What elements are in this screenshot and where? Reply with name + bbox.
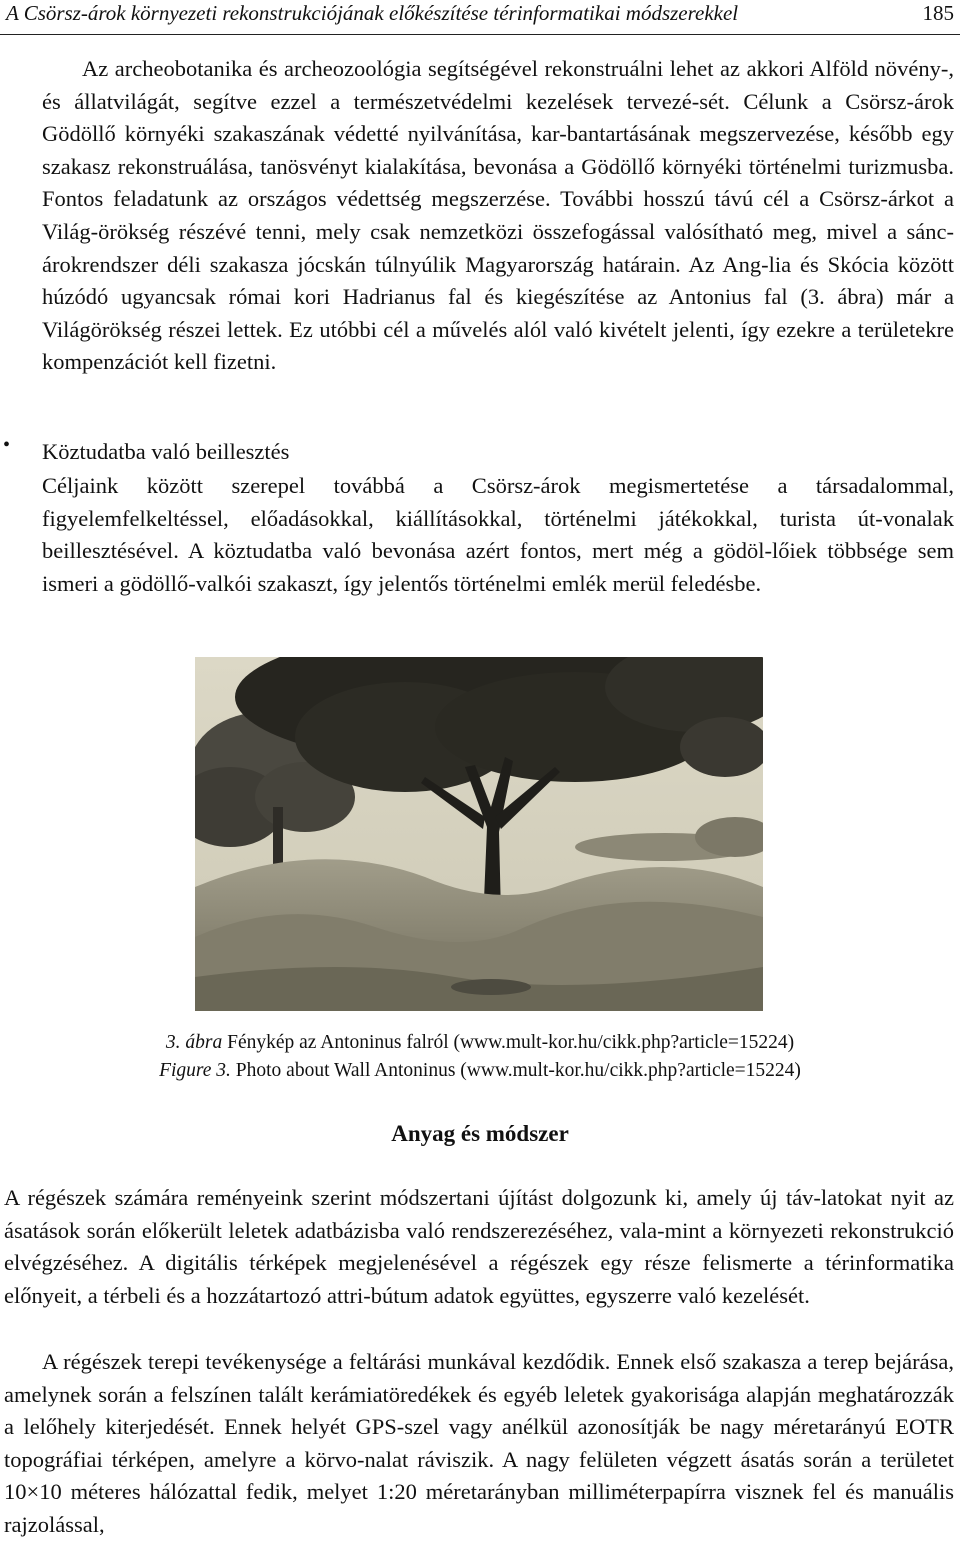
section-paragraph-2: A régészek terepi tevékenysége a feltárási munkával kezdődik. Ennek első szakasza a terep bejárása, amelynek során a felszínen talált kerámiatöredékek és egyéb leletek gyakorisága alapján meghatározzák a lelőhely kiterjedését. Ennek helyét GPS-szel vagy anélkül azonosítják be nagy méretarányú EOTR topográfiai térképen, amelyre a körvo-nalat ráviszik. A nagy felületen végzett ásatás során a területet 10×10 méteres hálózattal fedik, melyet 1:20 méretarányban milliméterpapírra visznek fel és manuális rajzolással, — [4, 1349, 954, 1537]
figure-caption-hu-label: 3. ábra — [165, 1032, 223, 1053]
figure-caption-hu-text: Fénykép az Antoninus falról (www.mult-kor.hu/cikk.php?article=15224) — [222, 1032, 795, 1053]
running-header — [0, 0, 960, 35]
bullet-paragraph: Céljaink között szerepel továbbá a Csörsz-árok megismertetése a társadalommal, figyelemfelkeltéssel, előadásokkal, kiállításokkal, történelmi játékokkal, turista út-vonalak beillesztésével. A köztudatba való bevonása azért fontos, mert még a gödöl-lőiek többsége sem ismeri a gödöllő-valkói szakaszt, így jelentős történelmi emlék merül feledésbe. — [42, 473, 954, 596]
figure-caption-en — [0, 1058, 960, 1084]
section-heading: Anyag és módszer — [391, 1121, 569, 1146]
photo-illustration — [195, 657, 763, 1011]
section-paragraph-1: A régészek számára reményeink szerint módszertani újítást dolgozunk ki, amely új táv-latokat nyit az ásatások során előkerült leletek adatbázisba való rendszerezéséhez, vala-mint a környezeti rekonstrukció elvégzéséhez. A digitális térképek megjelenésével a régészek egy része felismerte a térinformatika előnyeit, a térbeli és a hozzátartozó attri-bútum adatok együttes, egyszerre való kezelését. — [4, 1185, 954, 1308]
page-number: 185 — [922, 1, 954, 25]
running-title: A Csörsz-árok környezeti rekonstrukciójának előkészítése térinformatikai módszerekkel — [6, 1, 739, 25]
bullet-heading: Köztudatba való beillesztés — [42, 439, 290, 464]
figure-caption-en-text: Photo about Wall Antoninus (www.mult-kor.hu/cikk.php?article=15224) — [230, 1060, 801, 1081]
antoninus-wall-photo — [195, 657, 763, 1011]
bullet-icon: • — [3, 434, 11, 456]
figure-caption-en-label: Figure 3. — [159, 1060, 231, 1081]
body-paragraph-1: Az archeobotanika és archeozoológia segítségével rekonstruálni lehet az akkori Alföld növény-, és állatvilágát, segítve ezzel a természetvédelmi kezelések tervezé-sét. Célunk a Csörsz-árok Gödöllő környéki szakaszának védetté nyilvánítása, kar-bantartásának megszervezése, később egy szakasz rekonstruálása, tanösvényt kialakítása, bevonása a Gödöllő környéki történelmi turizmusba. Fontos feladatunk az országos védettség megszerzése. További hosszú távú cél a Csörsz-árkot a Világ-örökség részévé tenni, mely csak nemzetközi összefogással valósítható meg, mivel a sánc- árokrendszer déli szakasza jócskán túlnyúlik Magyarország határain. Az Ang-lia és Skócia között húzódó ugyancsak római kori Hadrianus fal és kiegészítése az Antonius fal (3. ábra) már a Világörökség részei lettek. Ez utóbbi cél a művelés alól való kivételt jelenti, így ezekre a területekre kompenzációt kell fizetni. — [42, 56, 954, 375]
figure-caption-hu — [0, 1030, 960, 1056]
